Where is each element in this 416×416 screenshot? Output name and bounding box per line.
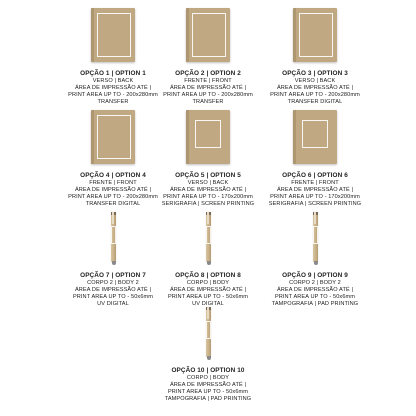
option-detail-line: ÁREA DE IMPRESSÃO ATÉ |: [169, 287, 247, 293]
option-detail-line: ÁREA DE IMPRESSÃO ATÉ |: [276, 85, 354, 91]
option-detail-line: FRENTE | FRONT: [184, 78, 232, 84]
option-detail-line: ÁREA DE IMPRESSÃO ATÉ |: [276, 287, 354, 293]
option-detail-line: PRINT AREA UP TO - 200x280mm: [270, 92, 360, 98]
option-detail-line: PRINT AREA UP TO - 50x6mm: [167, 389, 249, 395]
option-detail-line: PRINT AREA UP TO - 200x280mm: [68, 92, 158, 98]
option-detail-line: ÁREA DE IMPRESSÃO ATÉ |: [169, 187, 247, 193]
option-detail-line: ÁREA DE IMPRESSÃO ATÉ |: [74, 287, 152, 293]
option-detail-line: TRANSFER DIGITAL: [287, 99, 343, 105]
print-area-outline: [111, 226, 116, 244]
option-detail-line: ÁREA DE IMPRESSÃO ATÉ |: [169, 85, 247, 91]
option-detail-line: PRINT AREA UP TO - 170x200mm: [163, 194, 253, 200]
option-detail-line: TRANSFER DIGITAL: [85, 201, 141, 207]
option-title: OPÇÃO 4 | OPTION 4: [80, 172, 146, 179]
option-detail-line: ÁREA DE IMPRESSÃO ATÉ |: [169, 382, 247, 388]
option-detail-line: CORPO | BODY: [186, 375, 230, 381]
option-card-6: [250, 108, 380, 208]
pen-image: [250, 208, 380, 266]
option-title: OPÇÃO 5 | OPTION 5: [175, 172, 241, 179]
option-detail-line: PRINT AREA UP TO - 50x6mm: [72, 294, 154, 300]
notebook-image: [250, 108, 380, 166]
option-detail-line: SERIGRAFIA | SCREEN PRINTING: [268, 201, 362, 207]
option-detail-line: PRINT AREA UP TO - 200x280mm: [163, 92, 253, 98]
option-detail-line: VERSO | BACK: [294, 78, 336, 84]
option-detail-line: PRINT AREA UP TO - 170x200mm: [270, 194, 360, 200]
option-card-9: [250, 208, 380, 308]
option-title: OPÇÃO 1 | OPTION 1: [80, 70, 146, 77]
print-area-outline: [97, 13, 131, 57]
option-title: OPÇÃO 7 | OPTION 7: [80, 272, 146, 279]
print-area-outline: [302, 120, 328, 148]
option-detail-line: TRANSFER: [192, 99, 224, 105]
option-title: OPÇÃO 10 | OPTION 10: [171, 367, 245, 374]
notebook-image: [250, 6, 380, 64]
option-card-3: [250, 6, 380, 106]
option-detail-line: UV DIGITAL: [97, 301, 129, 307]
option-detail-line: CORPO 2 | BODY 2: [87, 280, 139, 286]
pen-image: [143, 303, 273, 361]
option-title: OPÇÃO 6 | OPTION 6: [282, 172, 348, 179]
option-detail-line: TAMPOGRAFIA | PAD PRINTING: [164, 396, 252, 402]
option-detail-line: VERSO | BACK: [92, 78, 134, 84]
option-detail-line: ÁREA DE IMPRESSÃO ATÉ |: [74, 187, 152, 193]
print-area-outline: [97, 115, 131, 159]
print-area-outline: [299, 13, 333, 57]
option-detail-line: SERIGRAFIA | SCREEN PRINTING: [161, 201, 255, 207]
option-detail-line: ÁREA DE IMPRESSÃO ATÉ |: [276, 187, 354, 193]
print-area-outline: [313, 226, 318, 244]
option-title: OPÇÃO 3 | OPTION 3: [282, 70, 348, 77]
option-detail-line: TAMPOGRAFIA | PAD PRINTING: [271, 301, 359, 307]
option-card-10: [143, 303, 273, 403]
option-detail-line: PRINT AREA UP TO - 50x6mm: [274, 294, 356, 300]
print-area-outline: [206, 321, 211, 339]
option-detail-line: TRANSFER: [97, 99, 129, 105]
option-title: OPÇÃO 2 | OPTION 2: [175, 70, 241, 77]
option-detail-line: FRENTE | FRONT: [89, 180, 137, 186]
option-detail-line: FRENTE | FRONT: [291, 180, 339, 186]
print-area-outline: [192, 13, 226, 57]
option-detail-line: UV DIGITAL: [192, 301, 224, 307]
option-detail-line: CORPO | BODY: [186, 280, 230, 286]
print-area-outline: [195, 120, 221, 148]
option-detail-line: VERSO | BACK: [187, 180, 229, 186]
option-detail-line: PRINT AREA UP TO - 50x6mm: [167, 294, 249, 300]
option-detail-line: ÁREA DE IMPRESSÃO ATÉ |: [74, 85, 152, 91]
option-title: OPÇÃO 9 | OPTION 9: [282, 272, 348, 279]
print-area-outline: [206, 226, 211, 244]
option-detail-line: PRINT AREA UP TO - 200x280mm: [68, 194, 158, 200]
option-detail-line: CORPO 2 | BODY 2: [289, 280, 341, 286]
option-title: OPÇÃO 8 | OPTION 8: [175, 272, 241, 279]
